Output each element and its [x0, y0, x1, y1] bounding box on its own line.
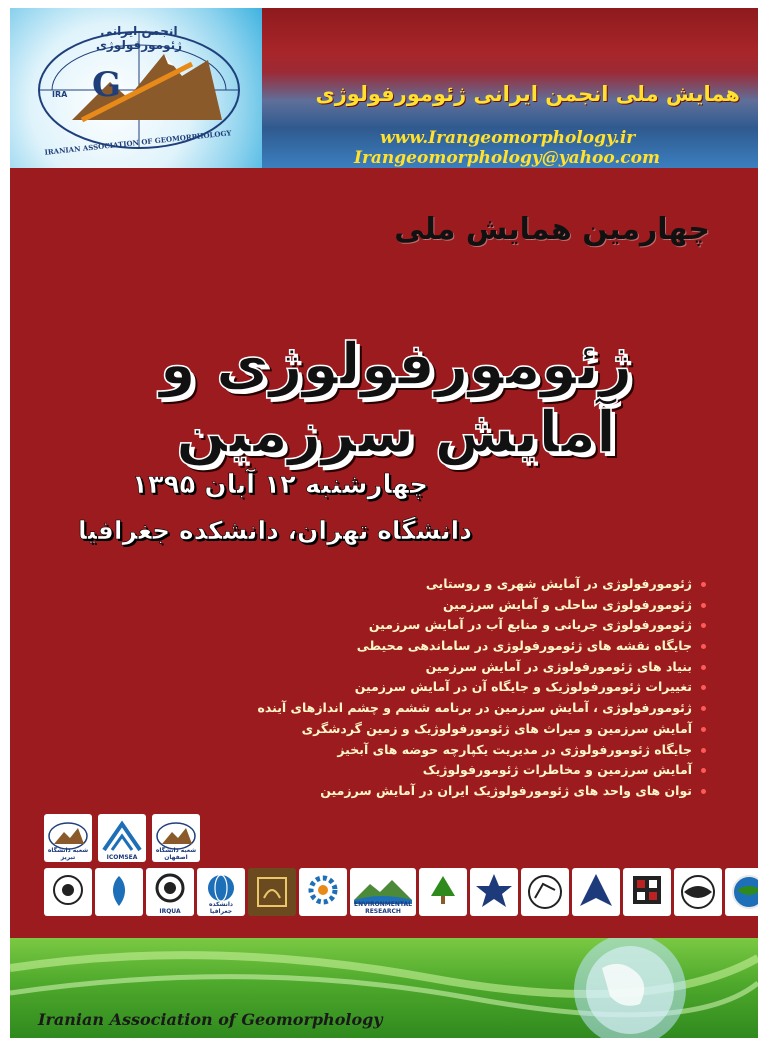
sponsor-row-top	[44, 814, 200, 862]
bullet-icon	[701, 748, 706, 753]
topic-item: بنیاد های ژئومورفولوژی در آمایش سرزمین	[258, 657, 707, 678]
sponsor-logo[interactable]	[419, 868, 467, 916]
bullet-icon	[701, 582, 706, 587]
topic-item: آمایش سرزمین و مخاطرات ژئومورفولوژیک	[258, 760, 707, 781]
sponsor-logo[interactable]: شعبه دانشگاه تبریز	[44, 814, 92, 862]
banner-title: همایش ملی انجمن ایرانی ژئومورفولوژی	[315, 82, 740, 106]
sponsor-logo[interactable]	[521, 868, 569, 916]
ministry-emblem-icon	[97, 870, 141, 914]
sponsor-logo[interactable]: IRQUA	[146, 868, 194, 916]
footer	[10, 938, 758, 1038]
university-emblem-icon	[46, 870, 90, 914]
bullet-icon	[701, 768, 706, 773]
topic-list	[258, 574, 707, 802]
sponsor-logo[interactable]	[44, 868, 92, 916]
tree-icon	[421, 870, 465, 914]
topic-item: آمایش سرزمین و میراث های ژئومورفولوژیک و زمین گردشگری	[258, 719, 707, 740]
sponsor-logo[interactable]	[674, 868, 722, 916]
bullet-icon	[701, 789, 706, 794]
topic-item: تغییرات ژئومورفولوژیک و جایگاه آن در آمایش سرزمین	[258, 677, 707, 698]
conference-title: ژئومورفولوژی و آمایش سرزمین	[159, 330, 633, 466]
sponsor-logo[interactable]	[299, 868, 347, 916]
sponsor-logo[interactable]: دانشکده جغرافیا	[197, 868, 245, 916]
bullet-icon	[701, 685, 706, 690]
logo-letter: G	[92, 65, 122, 105]
sponsor-logo[interactable]	[470, 868, 518, 916]
sponsor-logo[interactable]: ICOMSEA	[98, 814, 146, 862]
calligraphy-icon	[250, 870, 294, 914]
star-icon	[472, 870, 516, 914]
sponsor-logo[interactable]	[623, 868, 671, 916]
association-logo	[10, 8, 262, 168]
sponsor-logo[interactable]	[725, 868, 758, 916]
bullet-icon	[701, 603, 706, 608]
topic-item: ژئومورفولوژی جریانی و منابع آب در آمایش سرزمین	[258, 615, 707, 636]
bullet-icon	[701, 644, 706, 649]
gear-icon	[301, 870, 345, 914]
header-banner	[262, 8, 758, 168]
map-icon	[523, 870, 567, 914]
logo-persian-name: انجمن ایرانی ژئومورفولوژی	[95, 24, 183, 52]
topic-item: جایگاه نقشه های ژئومورفولوژی در ساماندهی محیطی	[258, 636, 707, 657]
logo-abbr: IRA	[52, 90, 68, 99]
sponsor-logo[interactable]	[572, 868, 620, 916]
logo-english-name: IRANIAN ASSOCIATION OF GEOMORPHOLOGY	[44, 128, 232, 157]
globe-icon	[727, 870, 758, 914]
sponsor-row-bottom	[44, 868, 758, 916]
sponsor-logo[interactable]	[95, 868, 143, 916]
sponsor-logo[interactable]: ENVIRONMENTAL RESEARCH	[350, 868, 416, 916]
poster	[10, 8, 758, 1038]
globe-icon	[676, 870, 720, 914]
conference-edition: چهارمین همایش ملی	[394, 212, 710, 247]
grid-icon	[625, 870, 669, 914]
website-link[interactable]: www.Irangeomorphology.ir	[380, 128, 636, 148]
azad-university-icon	[574, 870, 618, 914]
sponsor-logo[interactable]: شعبه دانشگاه اصفهان	[152, 814, 200, 862]
bullet-icon	[701, 623, 706, 628]
bullet-icon	[701, 665, 706, 670]
topic-item: ژئومورفولوژی ساحلی و آمایش سرزمین	[258, 595, 707, 616]
email-link[interactable]: Irangeomorphology@yahoo.com	[354, 148, 660, 168]
header	[10, 8, 758, 168]
sponsor-logo[interactable]	[248, 868, 296, 916]
conference-venue: دانشگاه تهران، دانشکده جغرافیا	[77, 516, 473, 545]
topic-item: ژئومورفولوژی ، آمایش سرزمین در برنامه ششم و چشم اندازهای آینده	[258, 698, 707, 719]
conference-date: چهارشنبه ۱۲ آبان ۱۳۹۵	[131, 470, 429, 500]
footer-association-name: Iranian Association of Geomorphology	[38, 1010, 383, 1029]
topic-item: جایگاه ژئومورفولوژی در مدیریت یکپارچه حوضه های آبخیز	[258, 740, 707, 761]
topic-item: توان های واحد های ژئومورفولوژیک ایران در آمایش سرزمین	[258, 781, 707, 802]
bullet-icon	[701, 706, 706, 711]
topic-item: ژئومورفولوژی در آمایش شهری و روستایی	[258, 574, 707, 595]
bullet-icon	[701, 727, 706, 732]
